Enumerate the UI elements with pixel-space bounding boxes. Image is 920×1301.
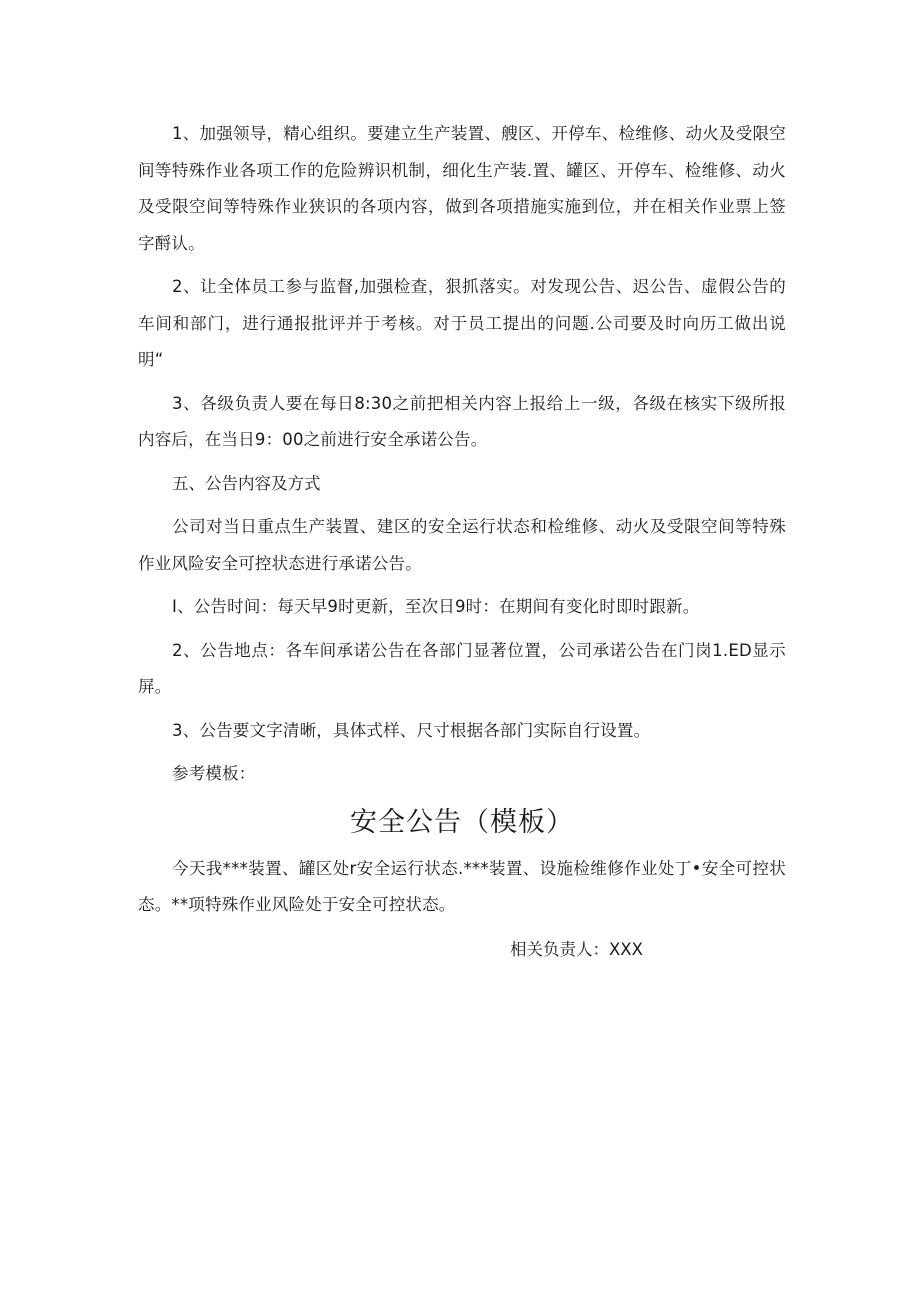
paragraph-leadership: 1、加强领导，精心组织。要建立生产装置、艘区、开停车、检维修、动火及受限空间等特殊作业各项工作的危险辨识机制，细化生产装.置、罐区、开停车、检维修、动火及受限空间等特殊作业狭识的各项内容，做到各项措施实施到位，并在相关作业票上签字酹认。 [138,124,786,253]
paragraph-announcement-format: 3、公告要文字清晰，具体式样、尺寸根据各部门实际自行设置。 [172,720,651,740]
paragraph-reference-template-label: 参考模板： [172,764,256,783]
section-heading: 五、公告内容及方式 [172,473,321,493]
template-title: 安全公告（模板） [350,806,574,838]
paragraph-supervision: 2、让全体员工参与监督,加强检查，狠抓落实。对发现公告、迟公告、虚假公告的车间和部门，进行通报批评并于考核。对于员工提出的问题.公司要及时向历工做出说明“ [138,277,786,369]
paragraph-reporting-deadline: 3、各级负责人要在每日8:30之前把相关内容上报给上一级，各级在核实下级所报内容后，在当日9：00之前进行安全承诺公告。 [138,393,786,449]
paragraph-announcement-time: I、公告时间：每天早9时更新，至次日9时：在期间有变化时即时跟新。 [172,597,700,616]
paragraph-announcement-scope: 公司对当日重点生产装置、建区的安全运行状态和检维修、动火及受限空间等特殊作业风险安全可控状态进行承诺公告。 [138,517,786,573]
template-body: 今天我***装置、罐区处r安全运行状态.***装置、设施检维修作业处丁•安全可控状态。**项特殊作业风险处于安全可控状态。 [138,858,786,914]
document-body [138,116,786,968]
signature-line: 相关负责人：XXX [510,939,643,959]
paragraph-announcement-location: 2、公告地点：各车间承诺公告在各部门显著位置，公司承诺公告在门岗1.ED显示屏。 [138,640,786,696]
